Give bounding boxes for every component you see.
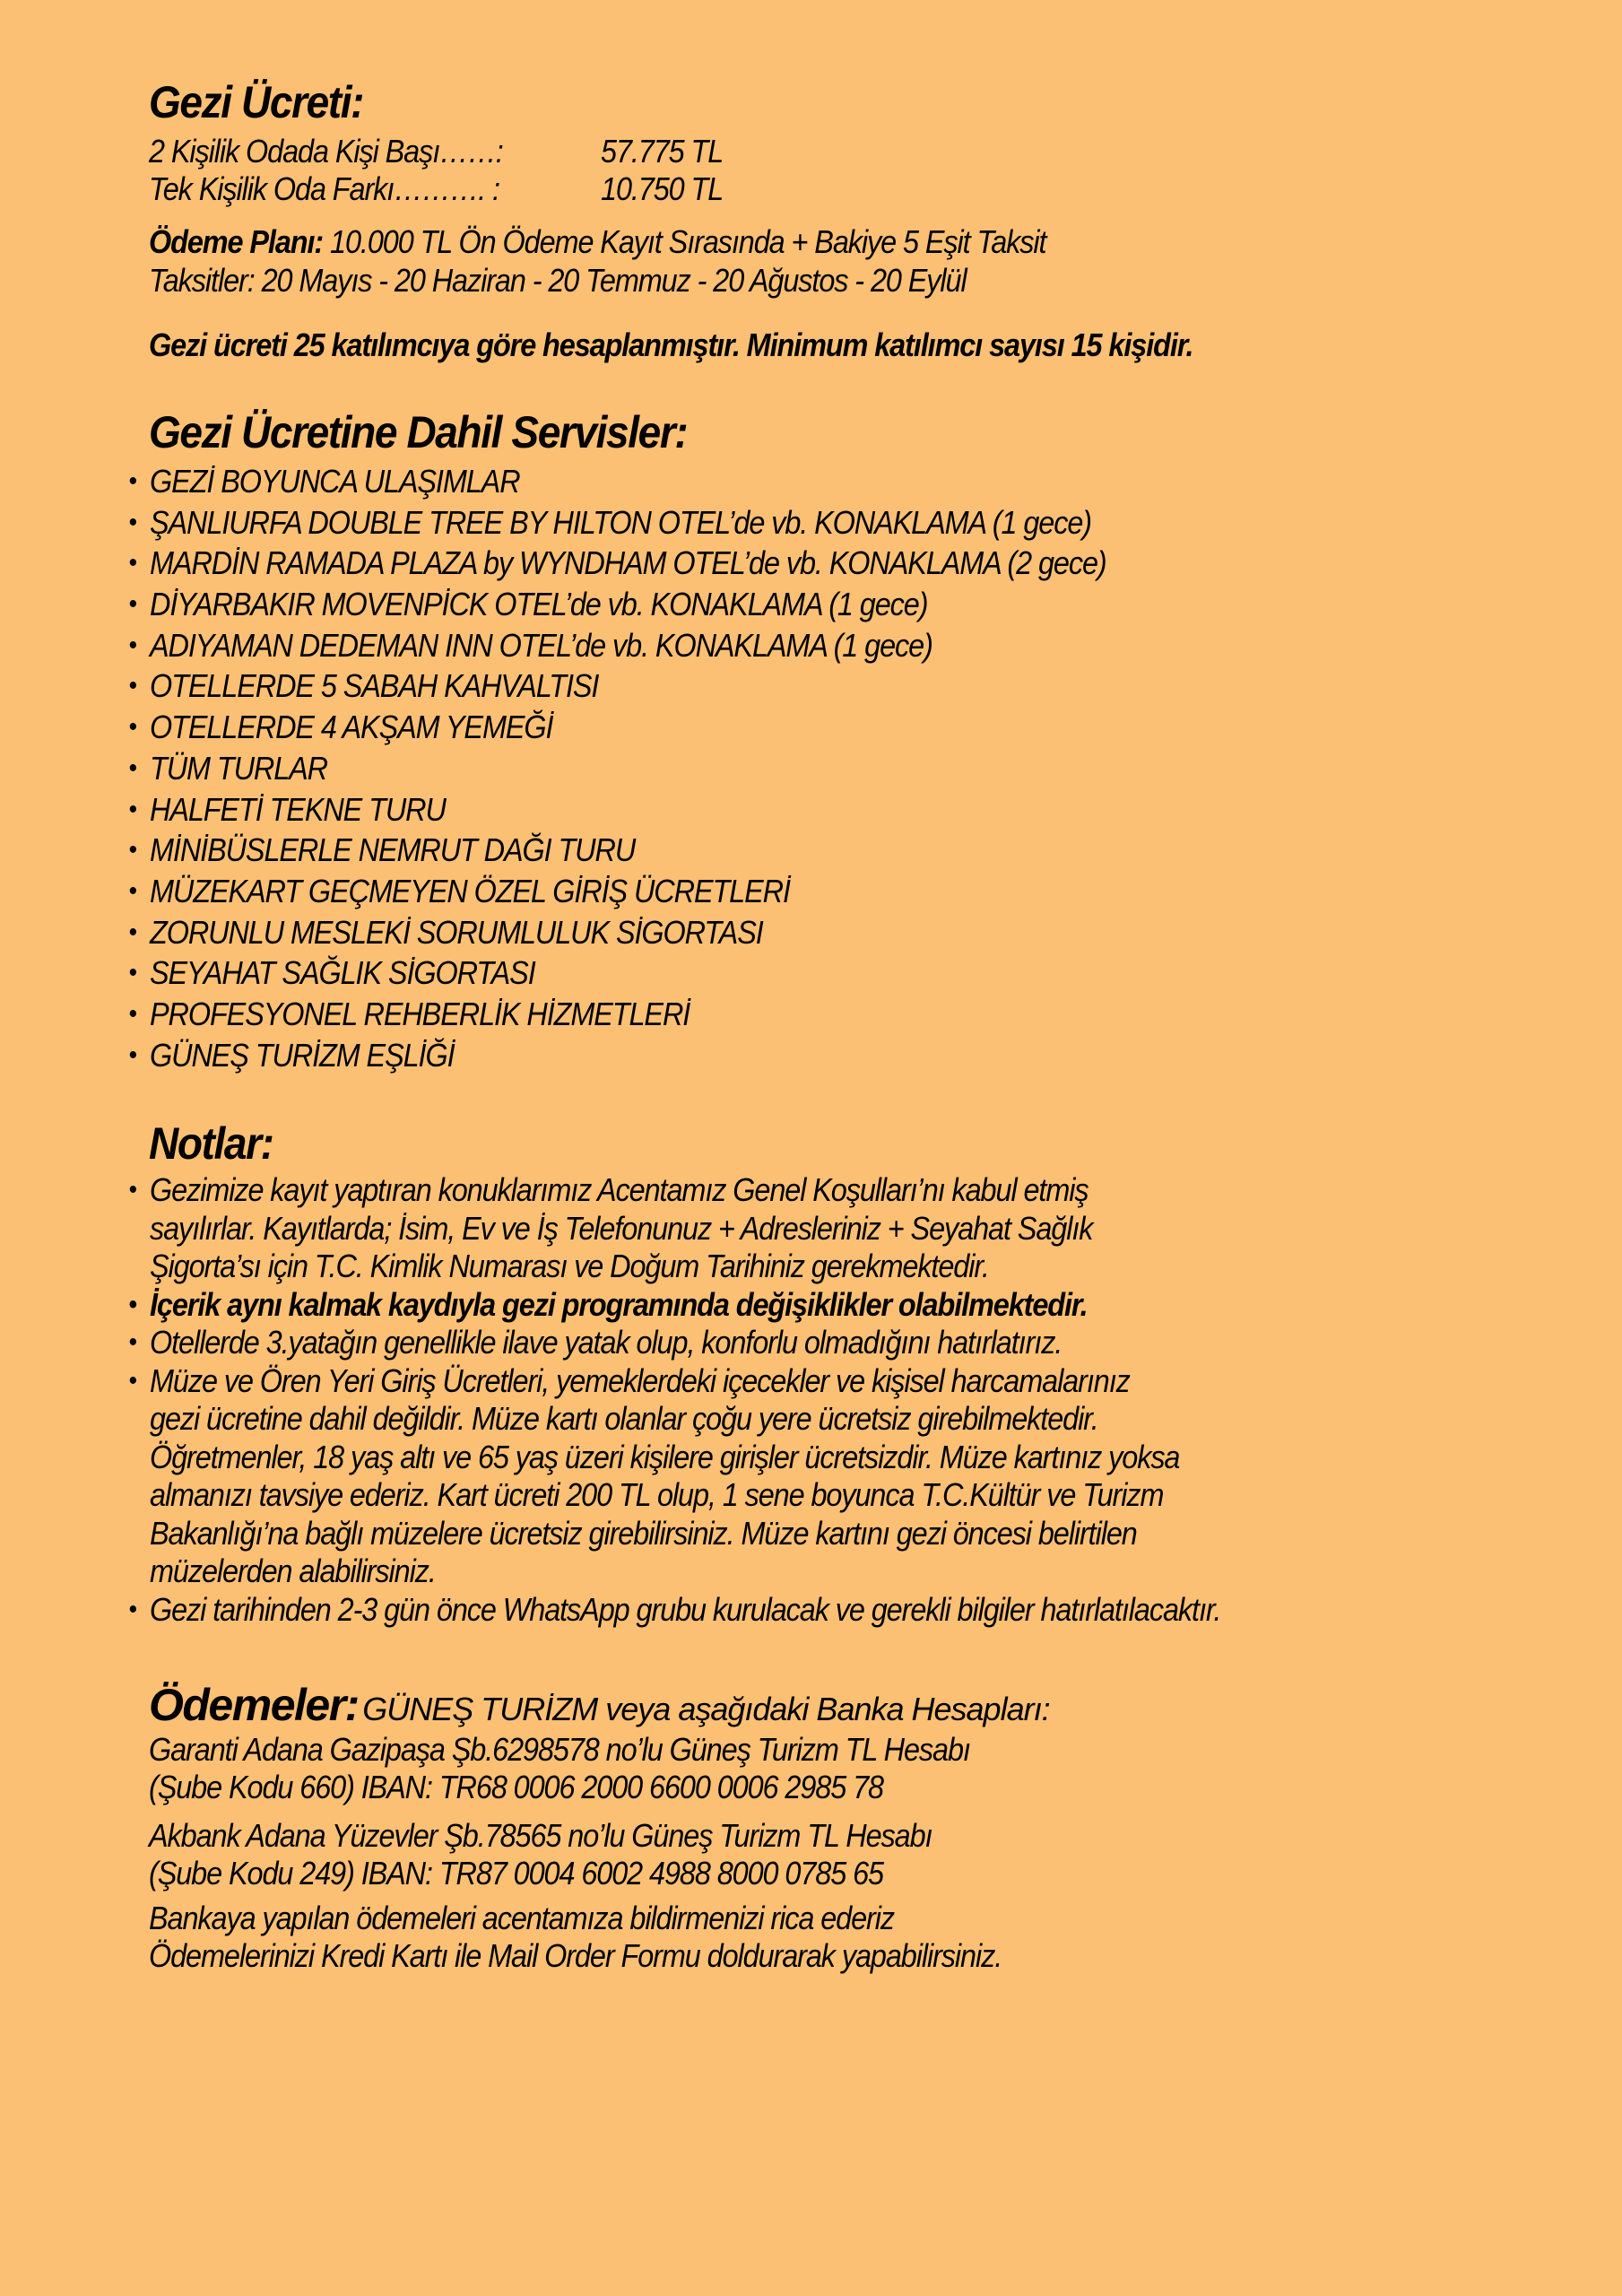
service-item-text: PROFESYONEL REHBERLİK HİZMETLERİ (150, 995, 690, 1032)
service-item (126, 789, 1106, 831)
bullet-icon: • (128, 712, 136, 743)
service-item-text: SEYAHAT SAĞLIK SİGORTASI (150, 954, 535, 992)
installments-text: Taksitler: 20 Mayıs - 20 Haziran - 20 Temmuz - 20 Ağustos - 20 Eylül (149, 262, 967, 299)
bullet-icon: • (128, 875, 136, 906)
note-line: Gezi tarihinden 2-3 gün önce WhatsApp grubu kurulacak ve gerekli bilgiler hatırlatılacaktır. (150, 1590, 1221, 1628)
note-line: Müze ve Ören Yeri Giriş Ücretleri, yemeklerdeki içecekler ve kişisel harcamalarınız (150, 1361, 1130, 1399)
price-value: 57.775 TL (601, 133, 724, 170)
service-item-text: DİYARBAKIR MOVENPİCK OTEL’de vb. KONAKLAMA (1 gece) (150, 586, 928, 623)
bullet-icon: • (128, 671, 136, 701)
service-item (126, 502, 1106, 544)
note-line: almanızı tavsiye ederiz. Kart ücreti 200 TL olup, 1 sene boyunca T.C.Kültür ve Turizm (150, 1476, 1164, 1513)
payments-footer-line: Bankaya yapılan ödemeleri acentamıza bildirmenizi rica ederiz (149, 1900, 894, 1936)
payment-plan (149, 223, 1045, 261)
bank-account-akbank (149, 1817, 932, 1892)
participant-note: Gezi ücreti 25 katılımcıya göre hesaplanmıştır. Minimum katılımcı sayısı 15 kişidir. (149, 326, 1193, 363)
note-line: Otellerde 3.yatağın genellikle ilave yatak olup, konforlu olmadığını hatırlatırız. (150, 1324, 1063, 1361)
service-item (126, 912, 1106, 953)
note-item (126, 1362, 1220, 1591)
bullet-icon: • (128, 958, 136, 988)
service-item-text: GÜNEŞ TURİZM EŞLİĞİ (150, 1036, 455, 1074)
note-item (126, 1591, 1220, 1630)
payments-footer (149, 1900, 1002, 1975)
service-item (126, 707, 1106, 748)
service-item-text: HALFETİ TEKNE TURU (150, 790, 446, 828)
service-item-text: OTELLERDE 4 AKŞAM YEMEĞİ (150, 709, 553, 746)
service-item (126, 584, 1106, 625)
service-item-text: ŞANLIURFA DOUBLE TREE BY HILTON OTEL’de vb. KONAKLAMA (1 gece) (150, 503, 1092, 541)
price-row-single (149, 170, 723, 208)
note-line: Şigorta’sı için T.C. Kimlik Numarası ve Doğum Tarihiniz gerekmektedir. (150, 1248, 989, 1284)
payments-section-title: Ödemeler: (149, 1680, 359, 1730)
price-label: 2 Kişilik Odada Kişi Başı……: (149, 133, 503, 170)
bullet-icon: • (128, 630, 136, 660)
bullet-icon: • (128, 1039, 136, 1070)
note-item (126, 1324, 1220, 1362)
note-line: Bakanlığı’na bağlı müzelere ücretsiz girebilirsiniz. Müze kartını gezi öncesi belirtilen (150, 1514, 1137, 1552)
service-item (126, 830, 1106, 871)
payment-plan-label: Ödeme Planı: (149, 223, 324, 260)
payments-footer-line: Ödemelerinizi Kredi Kartı ile Mail Order Formu doldurarak yapabilirsiniz. (149, 1937, 1002, 1974)
price-section-title: Gezi Ücreti: (149, 77, 364, 127)
service-item-text: MİNİBÜSLERLE NEMRUT DAĞI TURU (150, 831, 636, 869)
notes-section-title: Notlar: (149, 1118, 273, 1169)
bullet-icon: • (128, 1365, 136, 1396)
service-item (126, 871, 1106, 912)
price-label: Tek Kişilik Oda Farkı………. : (149, 170, 499, 207)
service-item-text: GEZİ BOYUNCA ULAŞIMLAR (150, 463, 520, 500)
note-item (126, 1171, 1220, 1286)
service-item (126, 625, 1106, 666)
service-item (126, 952, 1106, 994)
bank-name-line: Garanti Adana Gazipaşa Şb.6298578 no’lu Güneş Turizm TL Hesabı (149, 1731, 970, 1768)
service-item (126, 748, 1106, 789)
payments-subtitle: GÜNEŞ TURİZM veya aşağıdaki Banka Hesapları: (362, 1691, 1050, 1727)
service-item-text: ADIYAMAN DEDEMAN INN OTEL’de vb. KONAKLAMA (1 gece) (150, 626, 932, 664)
note-line: İçerik aynı kalmak kaydıyla gezi programında değişiklikler olabilmektedir. (150, 1285, 1088, 1323)
note-line: gezi ücretine dahil değildir. Müze kartı olanlar çoğu yere ücretsiz girebilmektedir. (150, 1400, 1098, 1437)
service-item-text: MÜZEKART GEÇMEYEN ÖZEL GİRİŞ ÜCRETLERİ (150, 872, 790, 909)
bullet-icon: • (128, 466, 136, 496)
payment-plan-text: 10.000 TL Ön Ödeme Kayıt Sırasında + Bakiye 5 Eşit Taksit (323, 223, 1046, 260)
bank-name-line: Akbank Adana Yüzevler Şb.78565 no’lu Güneş Turizm TL Hesabı (149, 1817, 932, 1854)
bullet-icon: • (128, 1289, 136, 1319)
service-item (126, 665, 1106, 707)
services-section-title: Gezi Ücretine Dahil Servisler: (149, 407, 688, 457)
service-item-text: TÜM TURLAR (150, 749, 327, 787)
note-item (126, 1286, 1220, 1325)
price-value: 10.750 TL (601, 170, 724, 207)
bullet-icon: • (128, 752, 136, 783)
bullet-icon: • (128, 1175, 136, 1205)
note-line: müzelerden alabilirsiniz. (150, 1552, 436, 1589)
bullet-icon: • (128, 589, 136, 620)
bullet-icon: • (128, 917, 136, 947)
price-table (149, 133, 723, 208)
bullet-icon: • (128, 1594, 136, 1624)
service-item (126, 994, 1106, 1035)
service-item (126, 1035, 1106, 1076)
service-item (126, 543, 1106, 584)
price-row-double (149, 133, 723, 170)
bank-iban-line: (Şube Kodu 249) IBAN: TR87 0004 6002 4988 8000 0785 65 (149, 1855, 883, 1892)
service-item-text: OTELLERDE 5 SABAH KAHVALTISI (150, 667, 599, 705)
bullet-icon: • (128, 548, 136, 578)
bullet-icon: • (128, 835, 136, 865)
service-item-text: ZORUNLU MESLEKİ SORUMLULUK SİGORTASI (150, 913, 763, 951)
services-list (126, 461, 1106, 1075)
bank-iban-line: (Şube Kodu 660) IBAN: TR68 0006 2000 6600 0006 2985 78 (149, 1769, 883, 1805)
bank-account-garanti (149, 1731, 970, 1806)
bullet-icon: • (128, 507, 136, 537)
bullet-icon: • (128, 1327, 136, 1357)
notes-list (126, 1171, 1220, 1629)
bullet-icon: • (128, 998, 136, 1029)
note-line: sayılırlar. Kayıtlarda; İsim, Ev ve İş Telefonunuz + Adresleriniz + Seyahat Sağlık (150, 1209, 1093, 1247)
note-line: Öğretmenler, 18 yaş altı ve 65 yaş üzeri kişilere girişler ücretsizdir. Müze kartınız yoksa (150, 1438, 1180, 1475)
note-line: Gezimize kayıt yaptıran konuklarımız Acentamız Genel Koşulları’nı kabul etmiş (150, 1171, 1089, 1208)
service-item-text: MARDİN RAMADA PLAZA by WYNDHAM OTEL’de vb. KONAKLAMA (2 gece) (150, 544, 1106, 582)
bullet-icon: • (128, 794, 136, 824)
service-item (126, 461, 1106, 502)
payments-header (149, 1679, 1050, 1731)
